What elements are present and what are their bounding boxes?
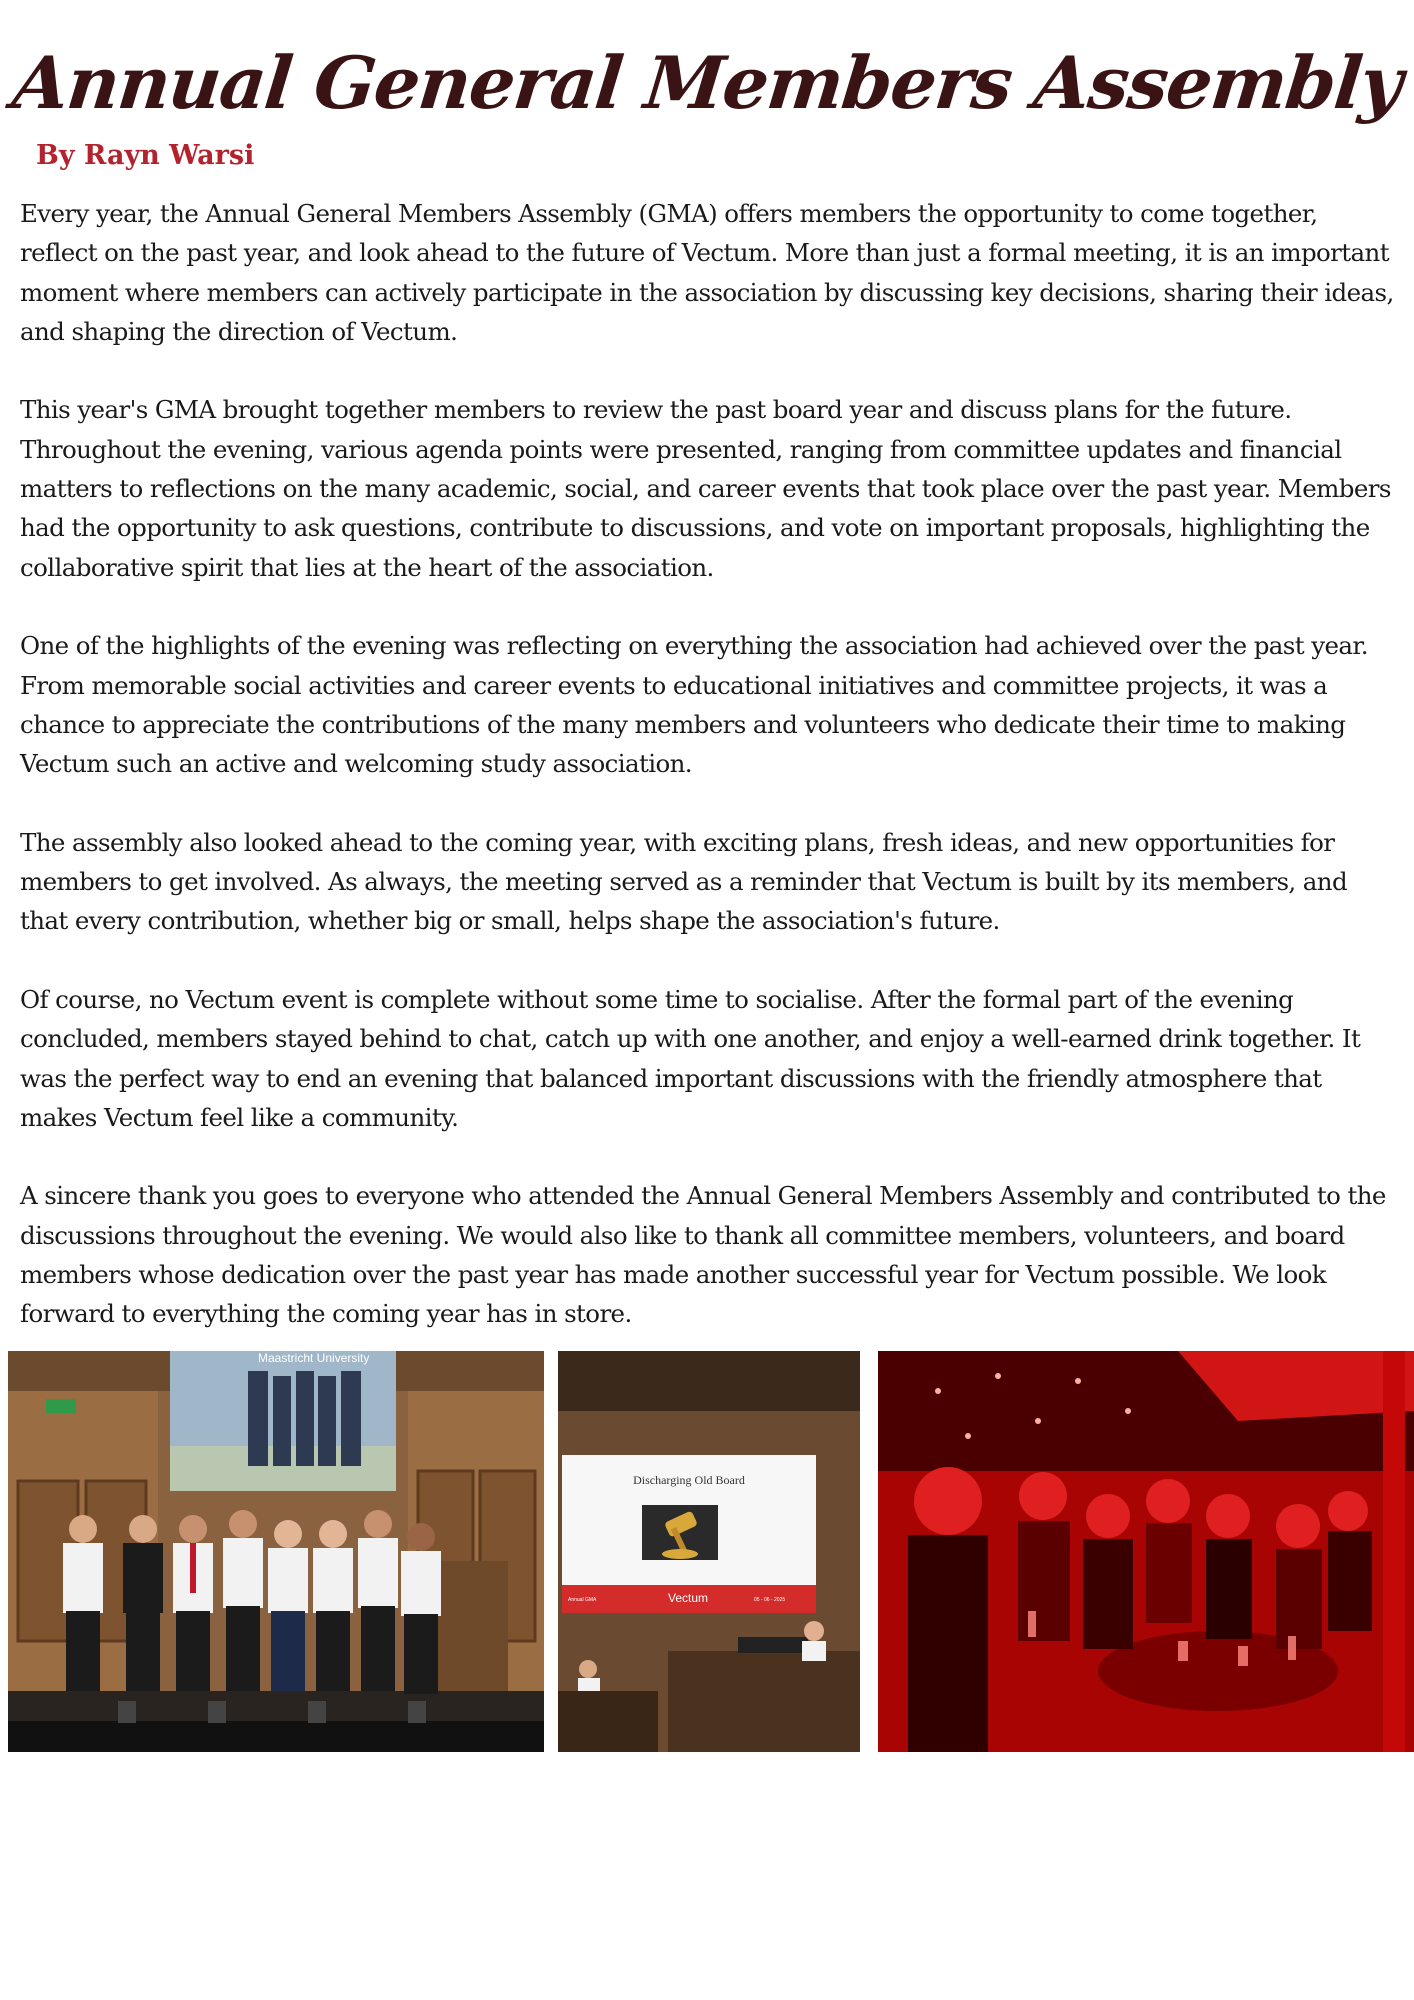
slide-title: Discharging Old Board xyxy=(633,1473,745,1487)
photo-social-drinks xyxy=(878,1351,1414,1752)
slide-footer-right: 05 - 06 - 2025 xyxy=(754,1597,786,1603)
paragraph-highlights: One of the highlights of the evening was reflecting on everything the association had achieved over the past year. From memorable social activities and career events to educational initiatives and committee projects, it was a chance to appreciate the contributions of the many members and volunteers who dedicate their time to making Vectum such an active and welcoming study association. xyxy=(20,631,1368,779)
page-title: Annual General Members Assembly xyxy=(8,40,1406,125)
paragraph-socialise: Of course, no Vectum event is complete without some time to socialise. After the formal part of the evening concluded, members stayed behind to chat, catch up with one another, and enjoy a well-earned drink together. It was the perfect way to end an evening that balanced important discussions with the friendly atmosphere that makes Vectum feel like a community. xyxy=(20,984,1361,1132)
paragraph-review: This year's GMA brought together members to review the past board year and discuss plans for the future. Throughout the evening, various agenda points were presented, ranging from committee updates and financial matters to reflections on the many academic, social, and career events that took place over the past year. Members had the opportunity to ask questions, contribute to discussions, and vote on important proposals, highlighting the collaborative spirit that lies at the heart of the association. xyxy=(20,395,1391,582)
board-group-illustration xyxy=(8,1351,544,1752)
paragraph-outlook: The assembly also looked ahead to the coming year, with exciting plans, fresh ideas, and new opportunities for members to get involved. As always, the meeting served as a reminder that Vectum is built by its members, and that every contribution, whether big or small, helps shape the association's future. xyxy=(20,827,1348,936)
photo-discharging-slide xyxy=(558,1351,860,1752)
social-drinks-illustration xyxy=(878,1351,1414,1752)
paragraph-intro: Every year, the Annual General Members Assembly (GMA) offers members the opportunity to come together, reflect on the past year, and look ahead to the future of Vectum. More than just a formal meeting, it is an important moment where members can actively participate in the association by discussing key decisions, sharing their ideas, and shaping the direction of Vectum. xyxy=(20,199,1394,346)
article-body xyxy=(20,194,1400,1334)
lecture-hall-illustration xyxy=(558,1351,860,1752)
screen-text: Maastricht University xyxy=(258,1351,370,1365)
author-byline: By Rayn Warsi xyxy=(36,140,255,171)
paragraph-thanks: A sincere thank you goes to everyone who attended the Annual General Members Assembly and contributed to the discussions throughout the evening. We would also like to thank all committee members, volunteers, and board members whose dedication over the past year has made another successful year for Vectum possible. We look forward to everything the coming year has in store. xyxy=(20,1181,1386,1329)
slide-logo: Vectum xyxy=(667,1591,709,1605)
photo-board-group xyxy=(8,1351,544,1752)
slide-footer-left: Annual GMA xyxy=(568,1597,597,1603)
